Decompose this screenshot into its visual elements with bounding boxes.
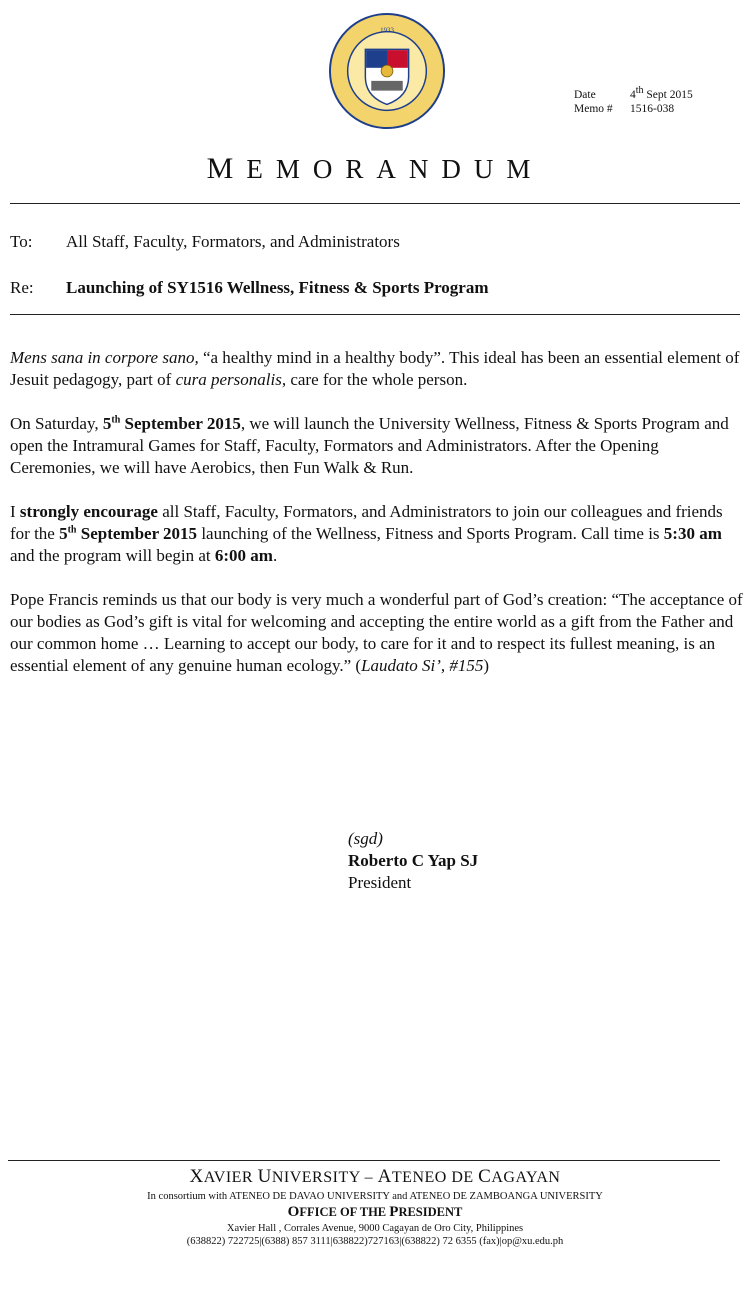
footer-consortium: In consortium with ATENEO DE DAVAO UNIVERSITY and ATENEO DE ZAMBOANGA UNIVERSITY bbox=[147, 1191, 603, 1202]
paragraph-1: Mens sana in corpore sano, “a healthy mind in a healthy body”. This ideal has been an essential element of Jesuit pedagogy, part of cura personalis, care for the whole person. bbox=[10, 348, 740, 389]
divider-footer bbox=[8, 1160, 720, 1161]
university-seal-logo bbox=[328, 12, 446, 130]
memo-title: MEMORANDUM bbox=[206, 152, 544, 185]
memo-number-label: Memo # bbox=[574, 103, 613, 115]
to-value: All Staff, Faculty, Formators, and Administrators bbox=[66, 232, 400, 251]
footer-contacts: (638822) 722725|(6388) 857 3111|638822)727163|(638822) 72 6355 (fax)|op@xu.edu.ph bbox=[186, 1236, 564, 1247]
divider-top bbox=[10, 203, 740, 204]
re-line bbox=[10, 278, 489, 298]
memo-number-value: 1516-038 bbox=[630, 103, 675, 115]
paragraph-2: On Saturday, 5th September 2015, we will launch the University Wellness, Fitness & Sports Program and open the Intramural Games for Staff, Faculty, Formators and Administrators. After the Opening Ceremonies, we will have Aerobics, then Fun Walk & Run. bbox=[10, 414, 729, 477]
to-line bbox=[10, 232, 400, 252]
footer-address: Xavier Hall , Corrales Avenue, 9000 Cagayan de Oro City, Philippines bbox=[226, 1223, 524, 1234]
letterhead-footer bbox=[0, 1166, 750, 1247]
signature-block bbox=[348, 828, 478, 894]
to-label: To: bbox=[10, 232, 33, 251]
paragraph-3: I strongly encourage all Staff, Faculty, Formators, and Administrators to join our colleagues and friends for the 5th September 2015 launching of the Wellness, Fitness and Sports Program. Call time is 5:30 am and the program will begin at 6:00 am. bbox=[10, 502, 723, 565]
paragraph-4: Pope Francis reminds us that our body is very much a wonderful part of God’s creation: “The acceptance of our bodies as God’s gift is vital for welcoming and accepting the entire world as a gift from the Father and our common home … Learning to accept our body, to care for it and to respect its fullest meaning, is an essential element of any genuine human ecology.” (Laudato Si’, #155) bbox=[10, 590, 743, 675]
signatory-title: President bbox=[348, 873, 412, 892]
re-label: Re: bbox=[10, 278, 34, 297]
svg-text:1933: 1933 bbox=[380, 27, 394, 35]
divider-middle bbox=[10, 314, 740, 315]
memo-body bbox=[10, 347, 745, 699]
signatory-name: Roberto C Yap SJ bbox=[348, 851, 479, 870]
date-value: 4th Sept 2015 bbox=[630, 85, 693, 101]
memo-meta bbox=[574, 85, 693, 116]
footer-office: OFFICE OF THE PRESIDENT bbox=[287, 1204, 463, 1220]
signed-mark: (sgd) bbox=[348, 829, 383, 848]
footer-university-name: XAVIER UNIVERSITY – ATENEO DE CAGAYAN bbox=[189, 1166, 561, 1187]
date-label: Date bbox=[574, 89, 596, 101]
re-subject: Launching of SY1516 Wellness, Fitness & Sports Program bbox=[66, 278, 489, 297]
